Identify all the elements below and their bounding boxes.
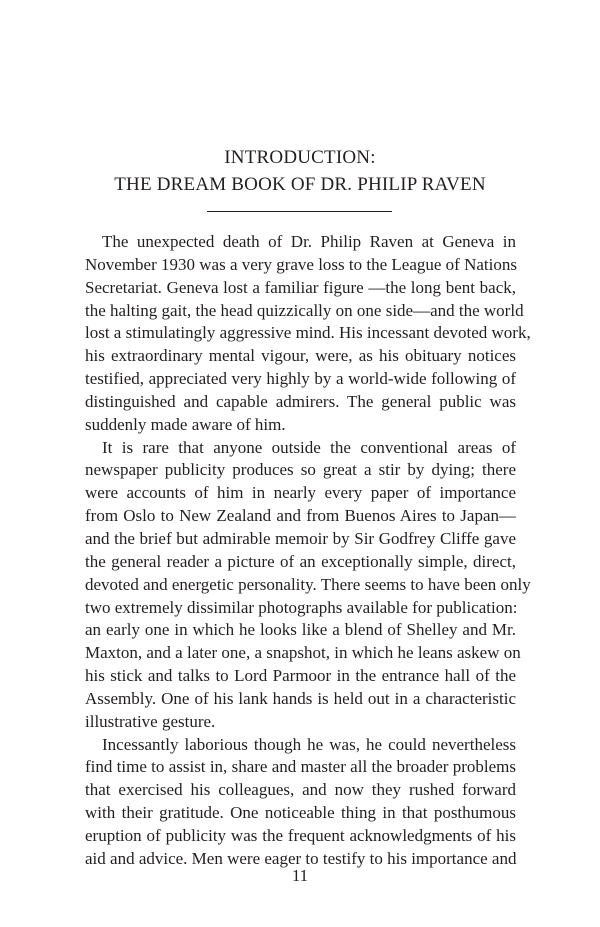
paragraph-line: find time to assist in, share and master all the broader problems [85,757,516,777]
paragraph-line: the halting gait, the head quizzically on one side—and the world [85,300,524,320]
paragraph-line: November 1930 was a very grave loss to the League of Nations [85,254,517,274]
chapter-title: THE DREAM BOOK OF DR. PHILIP RAVEN [114,174,486,195]
paragraph-line: and the brief but admirable memoir by Sir Godfrey Cliffe gave [85,528,516,548]
heading-divider [207,211,392,212]
paragraph-line: illustrative gesture. [85,711,216,731]
chapter-heading [0,144,600,198]
paragraph-line: with their gratitude. One noticeable thing in that posthumous [85,803,516,823]
paragraph-line: were accounts of him in nearly every paper of importance [85,483,516,503]
paragraph-line: testified, appreciated very highly by a world-wide following of [85,369,516,389]
paragraph-line: an early one in which he looks like a blend of Shelley and Mr. [85,620,516,640]
paragraph-line: devoted and energetic personality. There seems to have been only [85,574,531,594]
paragraph-line: Incessantly laborious though he was, he could nevertheless [102,734,516,754]
body-text [85,231,531,871]
paragraph-line: that exercised his colleagues, and now they rushed forward [85,780,516,800]
paragraph-line: lost a stimulatingly aggressive mind. His incessant devoted work, [85,323,531,343]
paragraph-line: The unexpected death of Dr. Philip Raven at Geneva in [102,232,516,251]
paragraph-line: the general reader a picture of an exceptionally simple, direct, [85,551,516,571]
paragraph-line: distinguished and capable admirers. The general public was [85,391,516,411]
paragraph-line: Assembly. One of his lank hands is held out in a characteristic [85,688,516,708]
paragraph-line: his stick and talks to Lord Parmoor in the entrance hall of the [85,666,516,686]
paragraph-line: newspaper publicity produces so great a stir by dying; there [85,460,516,480]
chapter-label: INTRODUCTION: [224,147,376,168]
paragraph-line: two extremely dissimilar photographs available for publication: [85,597,518,617]
paragraph-line: suddenly made aware of him. [85,414,286,434]
page-number: 11 [291,866,309,885]
paragraph-line: his extraordinary mental vigour, were, as his obituary notices [85,346,516,366]
paragraph-line: Secretariat. Geneva lost a familiar figure —the long bent back, [85,277,516,297]
paragraph-line: Maxton, and a later one, a snapshot, in which he leans askew on [85,643,521,663]
paragraph-line: It is rare that anyone outside the conventional areas of [102,437,516,457]
paragraph-line: eruption of publicity was the frequent acknowledgments of his [85,825,516,845]
paragraph-line: from Oslo to New Zealand and from Buenos Aires to Japan— [85,506,516,526]
paragraph-line: aid and advice. Men were eager to testify to his importance and [85,848,517,868]
